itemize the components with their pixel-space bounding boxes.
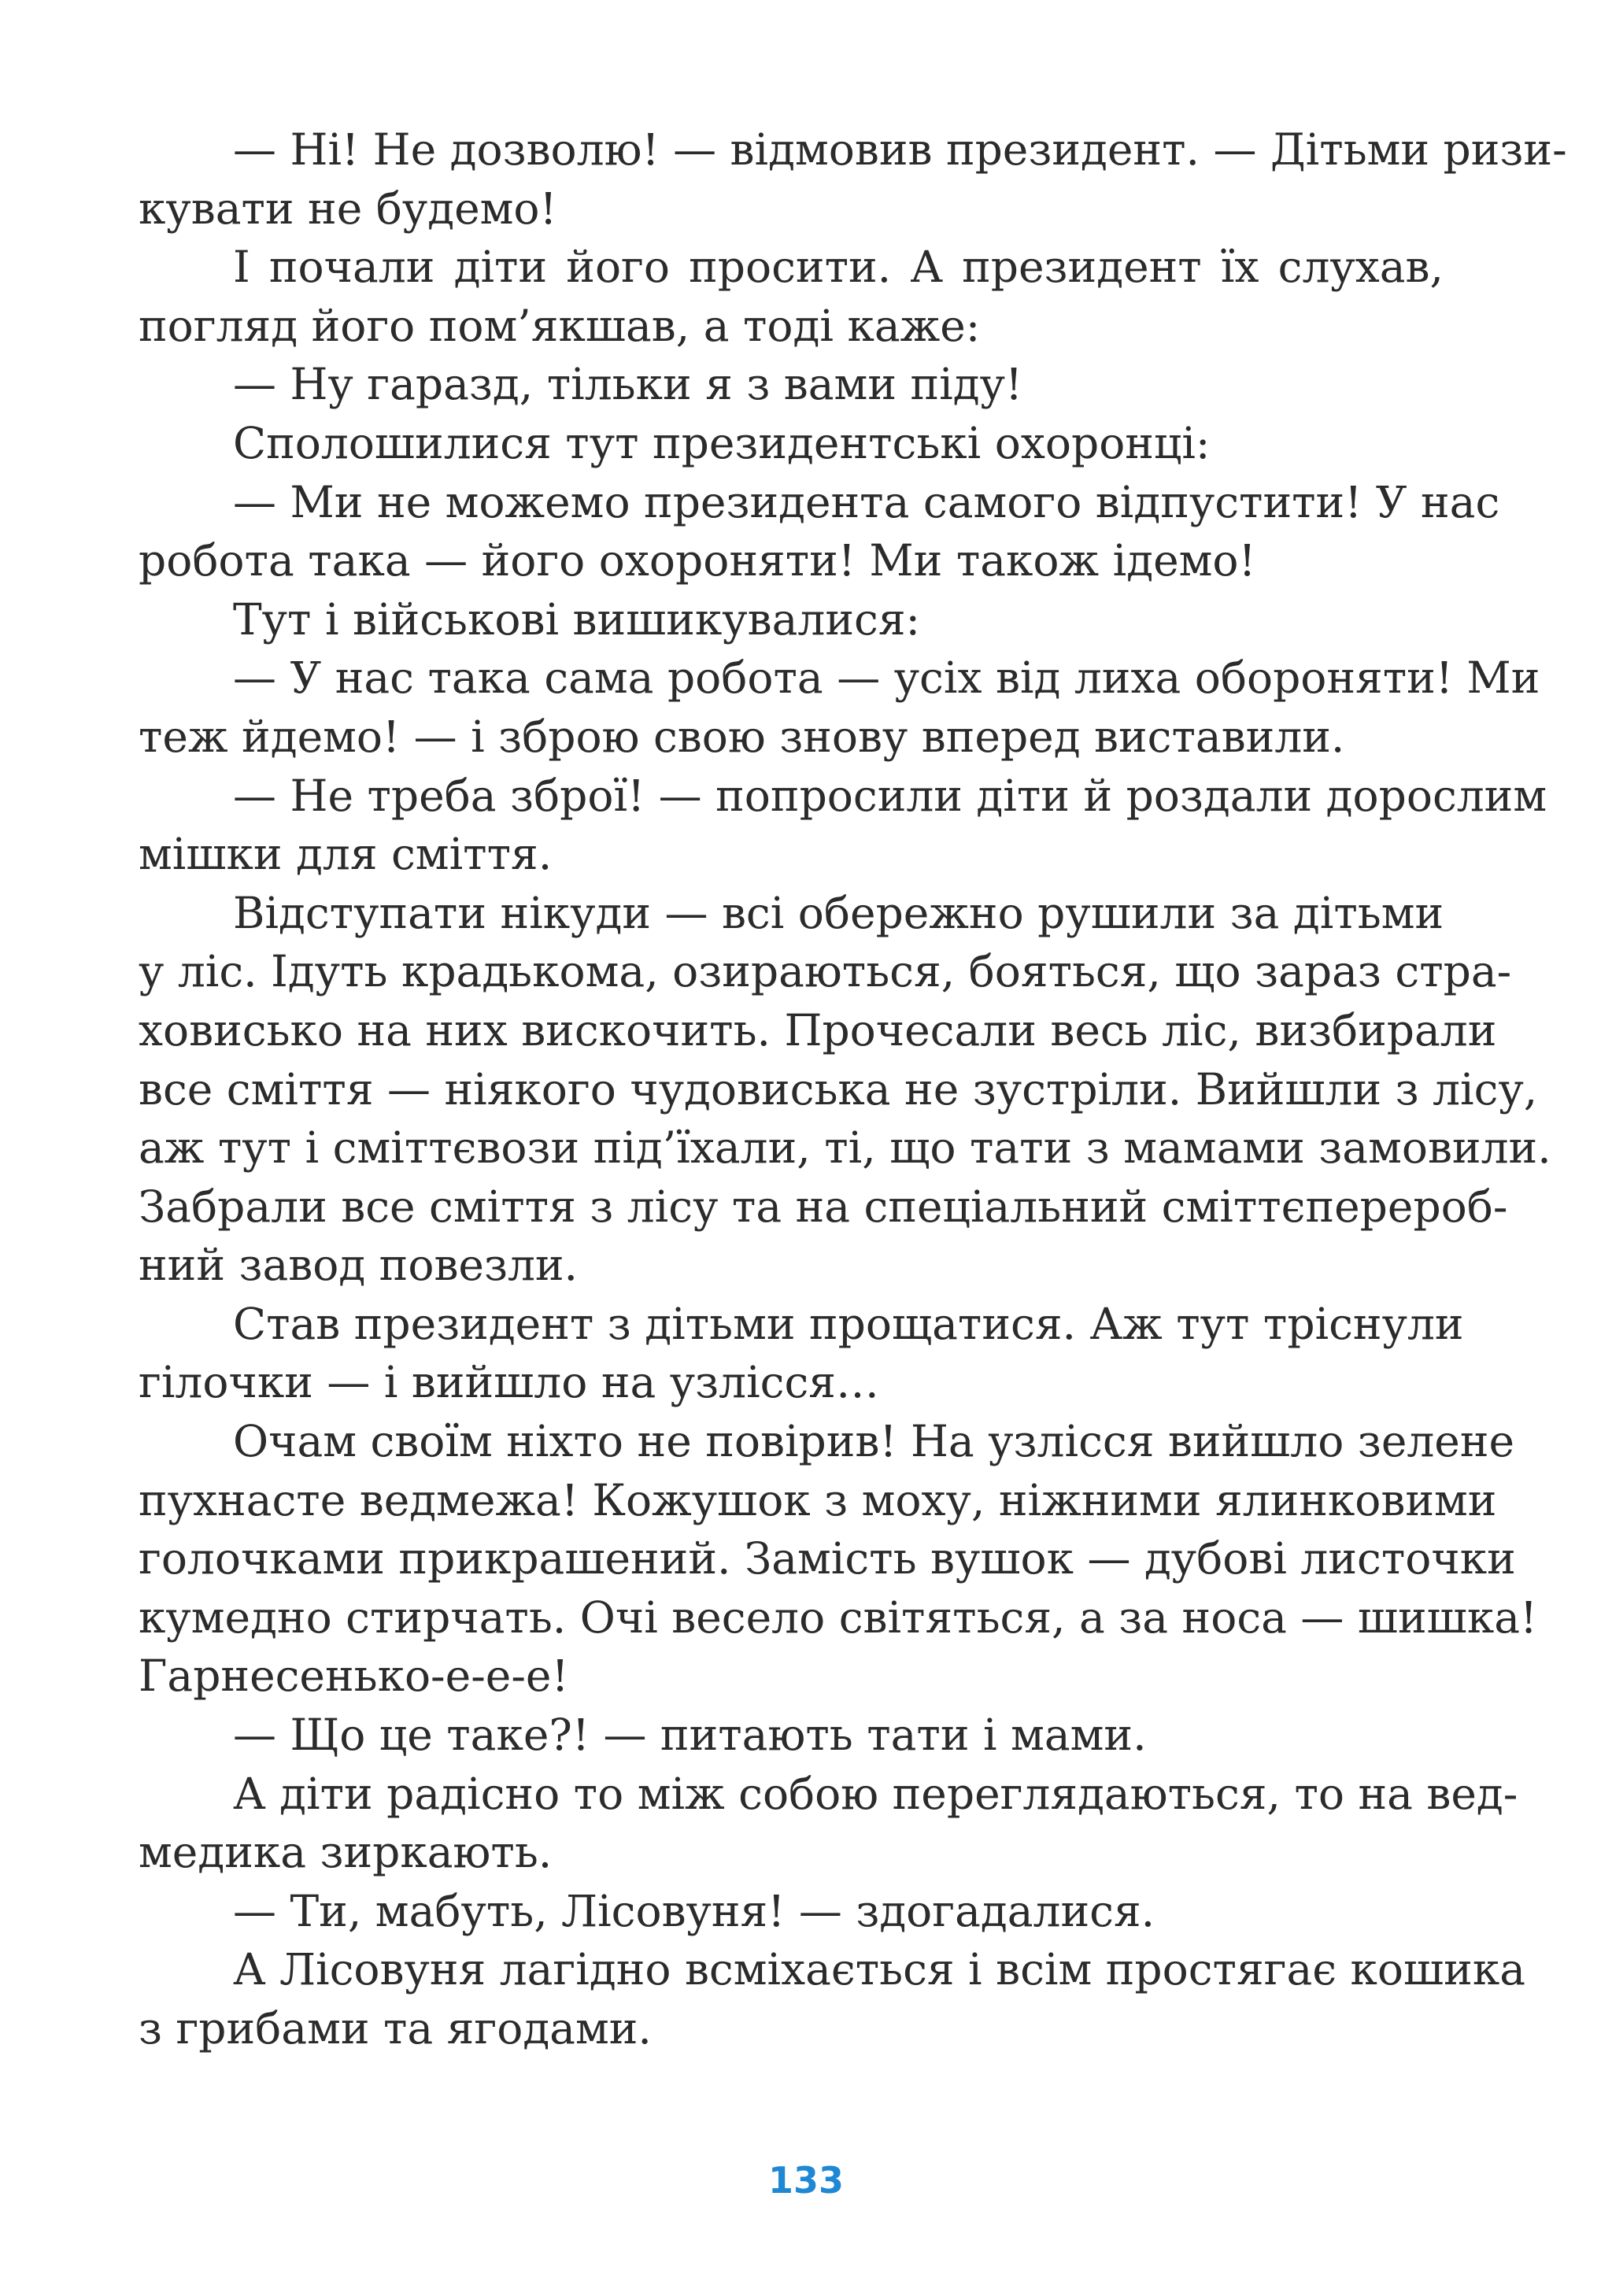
page-text — [139, 120, 1567, 2058]
text-line: погляд його пом’якшав, а тоді каже: — [139, 300, 981, 351]
text-line: медика зиркають. — [139, 1827, 553, 1878]
text-line: Відступати нікуди — всі обережно рушили за дітьми — [233, 887, 1444, 938]
text-line: кумедно стирчать. Очі весело світяться, а за носа — шишка! — [139, 1592, 1538, 1643]
text-line: — Ну гаразд, тільки я з вами піду! — [233, 359, 1023, 410]
text-line: А діти радісно то між собою переглядаються, то на вед- — [233, 1768, 1518, 1819]
text-line: Сполошилися тут президентські охоронці: — [233, 417, 1211, 468]
text-line: голочками прикрашений. Замість вушок — дубові листочки — [139, 1533, 1516, 1584]
text-line: Очам своїм ніхто не повірив! На узлісся вийшло зелене — [233, 1416, 1515, 1467]
text-line: — Не треба зброї! — попросили діти й роздали дорослим — [233, 770, 1547, 821]
page-number: 133 — [767, 2159, 845, 2202]
text-line: все сміття — ніякого чудовиська не зустріли. Вийшли з лісу, — [139, 1063, 1538, 1115]
text-line: Тут і військові вишикувалися: — [233, 593, 921, 645]
text-line: Став президент з дітьми прощатися. Аж тут тріснули — [233, 1298, 1464, 1349]
text-line: — Що це таке?! — питають тати і мами. — [233, 1710, 1147, 1761]
text-line: аж тут і сміттєвози під’їхали, ті, що тати з мамами замовили. — [139, 1122, 1551, 1174]
text-line: пухнасте ведмежа! Кожушок з моху, ніжними ялинковими — [139, 1474, 1497, 1525]
text-line: — Ти, мабуть, Лісовуня! — здогадалися. — [233, 1885, 1155, 1936]
text-line: теж йдемо! — і зброю свою знову вперед виставили. — [139, 711, 1345, 762]
text-line: мішки для сміття. — [139, 829, 553, 880]
text-line: — Ми не можемо президента самого відпустити! У нас — [233, 476, 1500, 527]
text-line: у ліс. Ідуть крадькома, озираються, бояться, що зараз стра- — [139, 946, 1512, 997]
text-line: ний завод повезли. — [139, 1240, 579, 1291]
text-line: — Ні! Не дозволю! — відмовив президент. — Дітьми ризи- — [233, 124, 1567, 175]
text-line: з грибами та ягодами. — [139, 2003, 652, 2054]
text-line: Забрали все сміття з лісу та на спеціальний сміттєперероб- — [139, 1181, 1508, 1232]
text-line: І почали діти його просити. А президент їх слухав, — [233, 242, 1444, 293]
text-line: робота така — його охороняти! Ми також ідемо! — [139, 535, 1256, 586]
text-line: — У нас така сама робота — усіх від лиха обороняти! Ми — [233, 653, 1540, 704]
text-line: гілочки — і вийшло на узлісся… — [139, 1357, 879, 1408]
text-line: А Лісовуня лагідно всміхається і всім простягає кошика — [233, 1944, 1525, 1995]
text-line: кувати не будемо! — [139, 183, 557, 234]
text-line: ховисько на них вискочить. Прочесали весь ліс, визбирали — [139, 1004, 1497, 1056]
text-line: Гарнесенько-е-е-е! — [139, 1651, 569, 1702]
